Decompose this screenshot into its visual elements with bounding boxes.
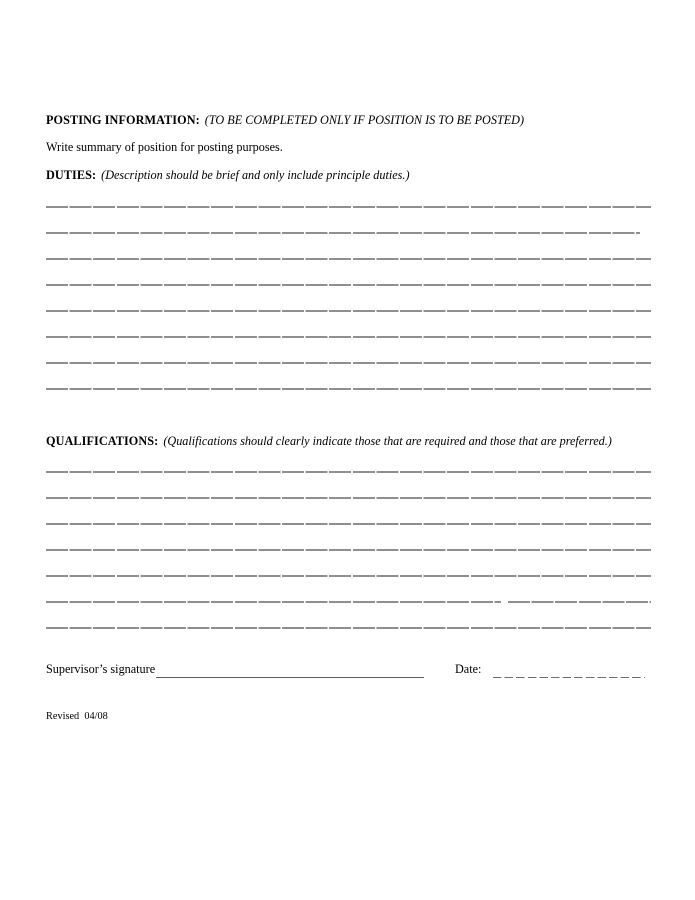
blank-write-line[interactable] (46, 627, 651, 629)
blank-write-line[interactable] (508, 601, 651, 603)
blank-line-row[interactable] (46, 223, 652, 249)
section-spacer (46, 405, 652, 435)
revision-footer: Revised 04/08 (46, 710, 108, 722)
blank-write-line[interactable] (46, 601, 501, 603)
blank-line-row[interactable] (46, 488, 652, 514)
blank-write-line[interactable] (46, 523, 651, 525)
blank-line-row[interactable] (46, 353, 652, 379)
blank-write-line[interactable] (46, 232, 640, 234)
blank-write-line[interactable] (46, 284, 651, 286)
supervisor-signature-label: Supervisor’s signature (46, 661, 156, 676)
date-label: Date: (455, 661, 482, 676)
blank-line-row[interactable] (46, 566, 652, 592)
supervisor-signature-line[interactable] (156, 677, 424, 679)
posting-information-note: (TO BE COMPLETED ONLY IF POSITION IS TO BE POSTED) (204, 113, 525, 127)
posting-instruction: Write summary of position for posting purposes. (46, 140, 283, 155)
duties-blank-lines (46, 197, 652, 405)
date-line[interactable] (493, 677, 645, 679)
qualifications-heading-row (46, 435, 652, 447)
blank-write-line[interactable] (46, 206, 651, 208)
blank-line-row[interactable] (46, 327, 652, 353)
duties-note: (Description should be brief and only include principle duties.) (101, 168, 410, 183)
blank-write-line[interactable] (46, 575, 651, 577)
duties-heading-row (46, 169, 652, 181)
blank-write-line[interactable] (46, 336, 651, 338)
blank-line-row[interactable] (46, 275, 652, 301)
duties-heading: DUTIES: (46, 168, 97, 183)
blank-write-line[interactable] (46, 258, 651, 260)
blank-write-line[interactable] (46, 497, 651, 499)
qualifications-blank-lines (46, 462, 652, 644)
blank-line-row[interactable] (46, 514, 652, 540)
blank-line-row[interactable] (46, 540, 652, 566)
blank-write-line[interactable] (46, 310, 651, 312)
blank-line-row[interactable] (46, 249, 652, 275)
qualifications-note: (Qualifications should clearly indicate those that are required and those that are preferred.) (163, 433, 612, 448)
posting-information-heading-row (46, 114, 652, 126)
blank-write-line[interactable] (46, 471, 651, 473)
blank-line-row[interactable] (46, 379, 652, 405)
blank-write-line[interactable] (46, 388, 651, 390)
posting-information-heading: POSTING INFORMATION: (46, 113, 200, 127)
qualifications-heading: QUALIFICATIONS: (46, 433, 159, 448)
blank-line-row[interactable] (46, 462, 652, 488)
blank-line-row[interactable] (46, 592, 652, 618)
blank-line-row[interactable] (46, 618, 652, 644)
form-content (46, 114, 652, 722)
blank-line-row[interactable] (46, 197, 652, 223)
signature-row (46, 662, 652, 684)
blank-write-line[interactable] (46, 549, 651, 551)
blank-line-row[interactable] (46, 301, 652, 327)
blank-write-line[interactable] (46, 362, 651, 364)
